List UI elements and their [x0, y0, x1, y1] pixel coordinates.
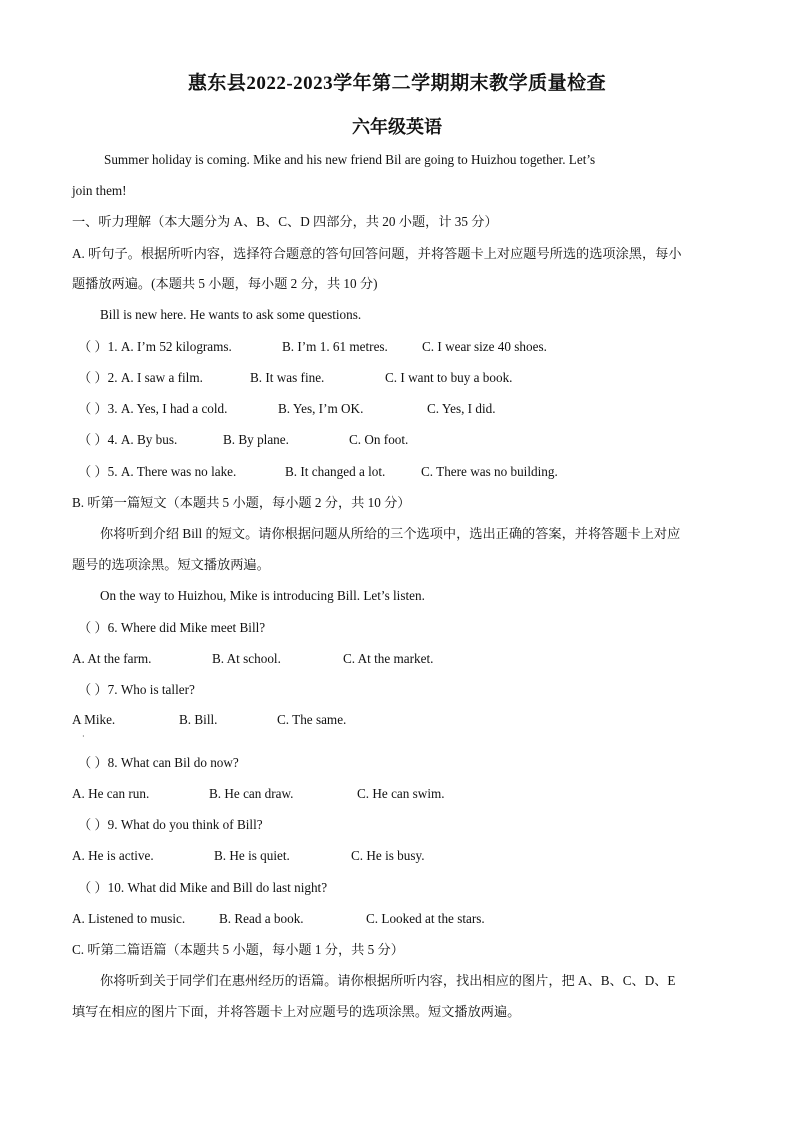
- question-9-stem: （ ）9. What do you think of Bill?: [78, 817, 263, 832]
- question-4-option-c: C. On foot.: [349, 432, 409, 447]
- part-b-header: B. 听第一篇短文（本题共 5 小题，每小题 2 分，共 10 分）: [72, 495, 411, 510]
- question-8-option-c: C. He can swim.: [357, 786, 445, 801]
- part-c-instruction-line-1: 你将听到关于同学们在惠州经历的语篇。请你根据所听内容，找出相应的图片，把 A、B、C、D、E: [100, 973, 676, 988]
- question-10-option-a: A. Listened to music.: [72, 911, 186, 926]
- question-1-option-c: C. I wear size 40 shoes.: [422, 339, 547, 354]
- question-5-stem: （ ）5. A. There was no lake.: [78, 464, 237, 479]
- intro-line-1: Summer holiday is coming. Mike and his new friend Bil are going to Huizhou together. Let’s: [104, 152, 596, 167]
- question-5-option-c: C. There was no building.: [421, 464, 558, 479]
- part-b-instruction-line-1: 你将听到介绍 Bill 的短文。请你根据问题从所给的三个选项中，选出正确的答案，并将答题卡上对应: [100, 526, 681, 541]
- question-2-stem: （ ）2. A. I saw a film.: [78, 370, 203, 385]
- section-1-header: 一、听力理解（本大题分为 A、B、C、D 四部分，共 20 小题，计 35 分）: [72, 214, 498, 229]
- question-7-option-b: B. Bill.: [179, 712, 218, 727]
- question-5-option-b: B. It changed a lot.: [285, 464, 386, 479]
- question-9-option-a: A. He is active.: [72, 848, 154, 863]
- question-7-option-a: A Mike.: [72, 712, 116, 727]
- question-6-option-b: B. At school.: [212, 651, 281, 666]
- exam-title: 惠东县2022-2023学年第二学期期末教学质量检查: [187, 73, 607, 94]
- question-3-stem: （ ）3. A. Yes, I had a cold.: [78, 401, 228, 416]
- question-9-option-c: C. He is busy.: [351, 848, 425, 863]
- question-7-option-c: C. The same.: [277, 712, 347, 727]
- part-a-context: Bill is new here. He wants to ask some questions.: [100, 307, 362, 322]
- part-b-instruction-line-2: 题号的选项涂黑。短文播放两遍。: [72, 557, 270, 572]
- exam-subtitle: 六年级英语: [352, 117, 442, 137]
- question-8-option-a: A. He can run.: [72, 786, 150, 801]
- intro-line-2: join them!: [72, 183, 127, 198]
- question-3-option-b: B. Yes, I’m OK.: [278, 401, 364, 416]
- part-b-context: On the way to Huizhou, Mike is introducing Bill. Let’s listen.: [100, 588, 425, 603]
- question-6-option-a: A. At the farm.: [72, 651, 152, 666]
- part-c-header: C. 听第二篇语篇（本题共 5 小题，每小题 1 分，共 5 分）: [72, 942, 404, 957]
- question-10-option-c: C. Looked at the stars.: [366, 911, 485, 926]
- question-1-stem: （ ）1. A. I’m 52 kilograms.: [78, 339, 232, 354]
- question-3-option-c: C. Yes, I did.: [427, 401, 496, 416]
- question-4-option-b: B. By plane.: [223, 432, 289, 447]
- question-6-option-c: C. At the market.: [343, 651, 434, 666]
- question-9-option-b: B. He is quiet.: [214, 848, 290, 863]
- part-a-header-line-2: 题播放两遍。(本题共 5 小题，每小题 2 分，共 10 分): [72, 276, 378, 291]
- question-2-option-b: B. It was fine.: [250, 370, 325, 385]
- question-10-stem: （ ）10. What did Mike and Bill do last night?: [78, 880, 328, 895]
- question-8-stem: （ ）8. What can Bil do now?: [78, 755, 239, 770]
- question-1-option-b: B. I’m 1. 61 metres.: [282, 339, 388, 354]
- part-a-header-line-1: A. 听句子。根据所听内容，选择符合题意的答句回答问题，并将答题卡上对应题号所选的选项涂黑，每小: [72, 246, 682, 261]
- question-6-stem: （ ）6. Where did Mike meet Bill?: [78, 620, 266, 635]
- question-7-stem: （ ）7. Who is taller?: [78, 682, 195, 697]
- question-4-stem: （ ）4. A. By bus.: [78, 432, 178, 447]
- stray-mark: ·: [82, 732, 85, 741]
- part-c-instruction-line-2: 填写在相应的图片下面，并将答题卡上对应题号的选项涂黑。短文播放两遍。: [72, 1004, 521, 1019]
- question-2-option-c: C. I want to buy a book.: [385, 370, 513, 385]
- question-8-option-b: B. He can draw.: [209, 786, 294, 801]
- question-10-option-b: B. Read a book.: [219, 911, 304, 926]
